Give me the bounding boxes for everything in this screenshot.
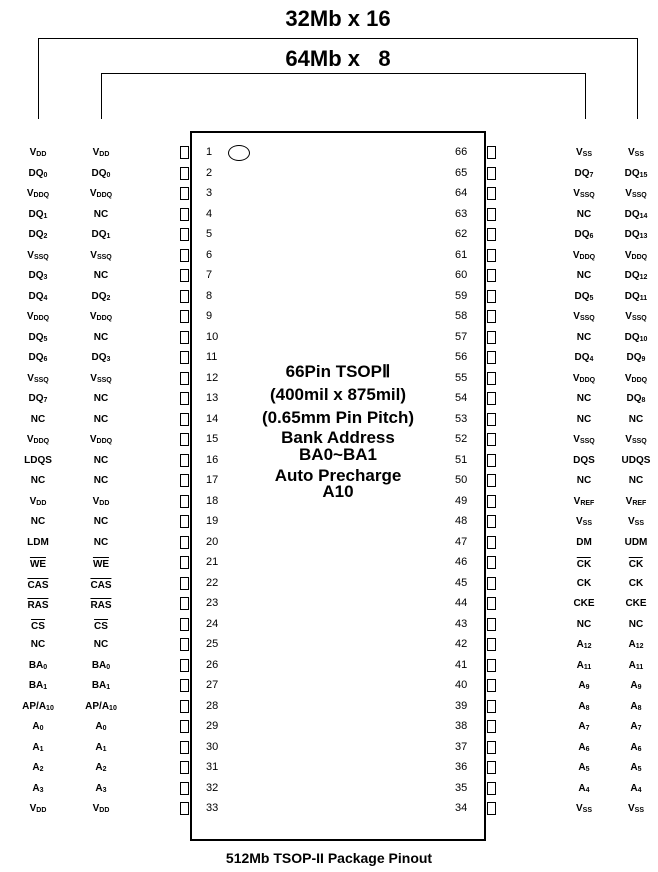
pin-signal-x16: $DQ_6$ xyxy=(28,352,48,363)
pin-signal-x8: $A_7$ xyxy=(578,721,590,732)
pin-number: 66 xyxy=(455,146,468,158)
pin-number: 57 xyxy=(455,330,468,343)
pin-18 xyxy=(180,495,189,508)
pin-51 xyxy=(487,454,496,467)
pin-number: 64 xyxy=(455,187,468,199)
pin-number: 32 xyxy=(206,781,219,794)
pin-signal-x8: NC xyxy=(93,331,109,343)
pin-number: 49 xyxy=(455,494,468,507)
pin-signal-x8: $V_{SS}$ xyxy=(575,803,593,814)
pin-signal-x8: $V_{SSQ}$ xyxy=(90,249,112,261)
pin-signal-x16: CK xyxy=(628,577,644,589)
pin-65 xyxy=(487,167,496,180)
pin-number: 51 xyxy=(455,453,468,466)
pin1-notch xyxy=(228,145,250,161)
pin-signal-x16: $V_{SSQ}$ xyxy=(625,188,647,199)
pin-number: 48 xyxy=(455,515,468,527)
pin-signal-x16: $V_{SSQ}$ xyxy=(27,372,49,384)
pin-31 xyxy=(180,761,189,774)
pin-signal-x8: CS xyxy=(94,620,108,632)
pin-29 xyxy=(180,720,189,733)
pin-signal-x8: $V_{SS}$ xyxy=(575,516,593,527)
pin-53 xyxy=(487,413,496,426)
pin-61 xyxy=(487,249,496,262)
pin-signal-x8: $DQ_4$ xyxy=(574,352,594,363)
pin-signal-x8: DM xyxy=(576,536,592,548)
pin-signal-x16: $V_{SS}$ xyxy=(627,803,645,814)
pin-signal-x16: $A_9$ xyxy=(630,680,642,691)
bank-address-title: Bank Address xyxy=(281,428,395,447)
pin-number: 18 xyxy=(206,494,219,507)
pin-37 xyxy=(487,741,496,754)
pin-signal-x8: $DQ_3$ xyxy=(91,352,111,363)
pin-signal-x8: $V_{DDQ}$ xyxy=(89,188,113,199)
pin-number: 63 xyxy=(455,207,468,220)
pin-number: 52 xyxy=(455,433,468,445)
pin-20 xyxy=(180,536,189,549)
pin-number: 24 xyxy=(206,617,219,630)
pin-4 xyxy=(180,208,189,221)
pin-49 xyxy=(487,495,496,508)
pin-number: 22 xyxy=(206,576,219,589)
pin-7 xyxy=(180,269,189,282)
pin-signal-x16: CKE xyxy=(625,598,647,609)
pin-48 xyxy=(487,515,496,528)
pin-1 xyxy=(180,146,189,159)
pin-number: 21 xyxy=(206,556,219,568)
pin-signal-x16: $DQ_5$ xyxy=(28,331,48,343)
pin-signal-x16: $DQ_{14}$ xyxy=(624,208,648,220)
pin-number: 39 xyxy=(455,699,468,712)
pin-number: 62 xyxy=(455,228,468,240)
pin-signal-x16: CAS xyxy=(27,579,49,591)
pin-signal-x16: $V_{SSQ}$ xyxy=(625,311,647,322)
pin-signal-x8: $V_{SSQ}$ xyxy=(573,434,595,445)
pin-signal-x16: $DQ_{13}$ xyxy=(624,229,648,240)
pin-number: 12 xyxy=(206,371,219,384)
pin-number: 19 xyxy=(206,515,219,527)
pin-21 xyxy=(180,556,189,569)
pin-number: 7 xyxy=(206,269,213,281)
pin-number: 34 xyxy=(455,802,468,814)
pin-signal-x8: $V_{DD}$ xyxy=(92,495,110,507)
pin-signal-x8: $A_2$ xyxy=(95,762,107,773)
pin-signal-x8: NC xyxy=(93,475,109,486)
pin-3 xyxy=(180,187,189,200)
pin-signal-x16: $A_0$ xyxy=(32,721,44,732)
pin-signal-x8: NC xyxy=(576,475,592,486)
pin-43 xyxy=(487,618,496,631)
pin-signal-x16: NC xyxy=(30,516,46,527)
pin-number: 9 xyxy=(206,310,213,322)
pin-signal-x16: $A_7$ xyxy=(630,721,642,732)
pin-signal-x8: $DQ_0$ xyxy=(91,167,111,179)
pin-signal-x8: $V_{DDQ}$ xyxy=(89,434,113,445)
pin-signal-x16: $DQ_3$ xyxy=(28,270,48,281)
pin-signal-x8: $A_3$ xyxy=(95,782,107,794)
pin-signal-x8: NC xyxy=(576,393,592,404)
pin-signal-x16: $BA_1$ xyxy=(28,680,48,691)
pin-28 xyxy=(180,700,189,713)
pin-signal-x8: $V_{DDQ}$ xyxy=(89,311,113,322)
pin-signal-x8: CK xyxy=(576,577,592,589)
pin-signal-x8: NC xyxy=(576,618,592,630)
pin-40 xyxy=(487,679,496,692)
pin-52 xyxy=(487,433,496,446)
auto-precharge-title: Auto Precharge xyxy=(274,466,402,485)
pin-signal-x16: NC xyxy=(628,475,644,486)
package-size: (400mil x 875mil) xyxy=(269,385,407,404)
pin-27 xyxy=(180,679,189,692)
pin-number: 17 xyxy=(206,474,219,486)
pin-number: 41 xyxy=(455,658,468,671)
pin-45 xyxy=(487,577,496,590)
pin-6 xyxy=(180,249,189,262)
pin-35 xyxy=(487,782,496,795)
pin-signal-x16: NC xyxy=(628,413,644,425)
pin-signal-x16: CS xyxy=(31,620,45,632)
pin-number: 40 xyxy=(455,679,468,691)
pin-signal-x16: $A_5$ xyxy=(630,762,642,773)
pin-number: 3 xyxy=(206,187,213,199)
pin-signal-x8: DQS xyxy=(573,454,595,466)
pin-signal-x8: WE xyxy=(92,559,110,570)
package-pitch: (0.65mm Pin Pitch) xyxy=(261,408,415,427)
package-title: 66Pin TSOPⅡ xyxy=(285,362,391,381)
pin-signal-x8: NC xyxy=(93,516,109,527)
pin-56 xyxy=(487,351,496,364)
bank-address-pins: BA0~BA1 xyxy=(299,445,377,464)
pin-signal-x8: $V_{DD}$ xyxy=(92,803,110,814)
pin-signal-x8: $V_{SSQ}$ xyxy=(90,372,112,384)
pin-number: 25 xyxy=(206,638,219,650)
pin-signal-x8: NC xyxy=(93,393,109,404)
pin-5 xyxy=(180,228,189,241)
pin-60 xyxy=(487,269,496,282)
pin-signal-x8: $DQ_1$ xyxy=(91,229,111,240)
pin-signal-x16: NC xyxy=(30,475,46,486)
figure-caption: 512Mb TSOP-II Package Pinout xyxy=(225,850,433,866)
pin-signal-x8: $BA_0$ xyxy=(91,659,111,671)
pin-9 xyxy=(180,310,189,323)
pin-signal-x8: $A_4$ xyxy=(578,782,590,794)
pin-30 xyxy=(180,741,189,754)
pin-signal-x16: $DQ_{11}$ xyxy=(624,290,648,302)
pin-signal-x8: $A_5$ xyxy=(578,762,590,773)
pin-15 xyxy=(180,433,189,446)
pin-number: 42 xyxy=(455,638,468,650)
pin-12 xyxy=(180,372,189,385)
pin-signal-x16: $V_{DD}$ xyxy=(29,147,47,158)
pin-10 xyxy=(180,331,189,344)
pin-signal-x8: $A_0$ xyxy=(95,721,107,732)
pin-number: 23 xyxy=(206,597,219,609)
pin-63 xyxy=(487,208,496,221)
pin-44 xyxy=(487,597,496,610)
pin-signal-x16: $A_3$ xyxy=(32,782,44,794)
pin-number: 65 xyxy=(455,166,468,179)
pin-signal-x8: $DQ_6$ xyxy=(574,229,594,240)
pin-signal-x16: $A_6$ xyxy=(630,741,642,753)
pin-signal-x8: NC xyxy=(576,413,592,425)
pin-number: 4 xyxy=(206,207,213,220)
auto-precharge-pin: A10 xyxy=(322,482,354,501)
pin-number: 16 xyxy=(206,453,219,466)
pin-signal-x16: $DQ_{10}$ xyxy=(624,331,648,343)
pin-19 xyxy=(180,515,189,528)
pin-signal-x16: $A_1$ xyxy=(32,741,44,753)
pin-number: 45 xyxy=(455,576,468,589)
pin-number: 28 xyxy=(206,699,219,712)
pin-signal-x16: $AP/A_{10}$ xyxy=(22,700,54,712)
pin-signal-x8: NC xyxy=(93,413,109,425)
pin-number: 59 xyxy=(455,289,468,302)
pin-number: 11 xyxy=(206,351,218,363)
pin-17 xyxy=(180,474,189,487)
pin-signal-x16: NC xyxy=(30,639,46,650)
pin-41 xyxy=(487,659,496,672)
pin-signal-x16: $DQ_{12}$ xyxy=(624,270,648,281)
pin-signal-x8: $DQ_5$ xyxy=(574,290,594,302)
pin-62 xyxy=(487,228,496,241)
pin-signal-x16: $V_{DD}$ xyxy=(29,803,47,814)
pin-signal-x16: $DQ_4$ xyxy=(28,290,48,302)
pin-signal-x8: NC xyxy=(93,208,109,220)
pin-number: 54 xyxy=(455,392,468,404)
pin-signal-x16: $V_{DD}$ xyxy=(29,495,47,507)
pin-number: 31 xyxy=(206,761,219,773)
pin-signal-x16: $V_{DDQ}$ xyxy=(26,311,50,322)
pin-signal-x8: $DQ_2$ xyxy=(91,290,111,302)
pin-number: 36 xyxy=(455,761,468,773)
pin-66 xyxy=(487,146,496,159)
pin-signal-x16: $V_{SSQ}$ xyxy=(27,249,49,261)
pin-signal-x8: $V_{SSQ}$ xyxy=(573,188,595,199)
pin-signal-x16: $DQ_0$ xyxy=(28,167,48,179)
pin-signal-x16: $V_{SS}$ xyxy=(627,516,645,527)
pin-signal-x16: $DQ_9$ xyxy=(626,352,646,363)
pin-signal-x16: $V_{SS}$ xyxy=(627,147,645,158)
pin-number: 47 xyxy=(455,535,468,548)
pin-number: 37 xyxy=(455,740,468,753)
pin-number: 44 xyxy=(455,597,468,609)
pin-11 xyxy=(180,351,189,364)
pin-signal-x16: NC xyxy=(30,413,46,425)
pin-number: 15 xyxy=(206,433,219,445)
pin-signal-x16: $A_4$ xyxy=(630,782,642,794)
pin-signal-x16: $DQ_8$ xyxy=(626,393,646,404)
pin-number: 58 xyxy=(455,310,468,322)
pin-signal-x8: $A_8$ xyxy=(578,700,590,712)
pin-number: 60 xyxy=(455,269,468,281)
pin-32 xyxy=(180,782,189,795)
pin-signal-x8: $A_1$ xyxy=(95,741,107,753)
pin-signal-x8: RAS xyxy=(90,600,112,611)
pin-58 xyxy=(487,310,496,323)
pin-number: 55 xyxy=(455,371,468,384)
pin-signal-x8: $V_{SSQ}$ xyxy=(573,311,595,322)
pin-14 xyxy=(180,413,189,426)
pin-55 xyxy=(487,372,496,385)
pin-signal-x8: $BA_1$ xyxy=(91,680,111,691)
pin-signal-x8: NC xyxy=(576,270,592,281)
pin-number: 50 xyxy=(455,474,468,486)
pin-number: 53 xyxy=(455,412,468,425)
pin-signal-x8: $V_{REF}$ xyxy=(573,495,595,507)
pin-24 xyxy=(180,618,189,631)
pin-signal-x16: LDM xyxy=(27,536,49,548)
pin-signal-x8: $V_{DDQ}$ xyxy=(572,249,596,261)
pin-number: 26 xyxy=(206,658,219,671)
pin-38 xyxy=(487,720,496,733)
pin-signal-x8: NC xyxy=(93,454,109,466)
pin-signal-x8: $DQ_7$ xyxy=(574,167,594,179)
pin-signal-x16: $DQ_{15}$ xyxy=(624,167,648,179)
pin-25 xyxy=(180,638,189,651)
pin-signal-x16: $DQ_2$ xyxy=(28,229,48,240)
pin-signal-x8: NC xyxy=(576,208,592,220)
pin-number: 30 xyxy=(206,740,219,753)
pin-number: 20 xyxy=(206,535,219,548)
pin-signal-x16: $A_{12}$ xyxy=(628,639,644,650)
pin-23 xyxy=(180,597,189,610)
pin-8 xyxy=(180,290,189,303)
pin-signal-x16: $V_{DDQ}$ xyxy=(26,434,50,445)
pin-signal-x16: LDQS xyxy=(24,454,52,466)
pin-number: 1 xyxy=(206,146,213,158)
pin-26 xyxy=(180,659,189,672)
pin-54 xyxy=(487,392,496,405)
pin-signal-x8: CKE xyxy=(573,598,595,609)
pin-number: 56 xyxy=(455,351,468,363)
pin-signal-x16: $A_{11}$ xyxy=(628,659,644,671)
pin-signal-x16: $DQ_7$ xyxy=(28,393,48,404)
pin-signal-x16: $A_2$ xyxy=(32,762,44,773)
pin-number: 29 xyxy=(206,720,219,732)
pin-22 xyxy=(180,577,189,590)
x16-header: 32Mb x 16 xyxy=(285,6,391,31)
pin-signal-x8: $A_{12}$ xyxy=(576,639,592,650)
pin-59 xyxy=(487,290,496,303)
pin-signal-x16: $V_{DDQ}$ xyxy=(624,372,648,384)
pin-signal-x16: WE xyxy=(29,559,47,570)
x8-bracket xyxy=(101,73,586,119)
pin-signal-x8: $AP/A_{10}$ xyxy=(85,700,117,712)
pin-number: 10 xyxy=(206,330,219,343)
x8-header: 64Mb x 8 xyxy=(285,46,391,71)
pin-50 xyxy=(487,474,496,487)
pin-number: 13 xyxy=(206,392,219,404)
pin-36 xyxy=(487,761,496,774)
pin-16 xyxy=(180,454,189,467)
pin-signal-x8: $V_{DDQ}$ xyxy=(572,372,596,384)
pin-33 xyxy=(180,802,189,815)
pin-signal-x16: $BA_0$ xyxy=(28,659,48,671)
pin-signal-x8: NC xyxy=(93,639,109,650)
pin-signal-x8: $A_9$ xyxy=(578,680,590,691)
pin-number: 46 xyxy=(455,556,468,568)
pin-signal-x8: CAS xyxy=(90,579,112,591)
pin-number: 43 xyxy=(455,617,468,630)
pin-signal-x16: UDM xyxy=(624,536,648,548)
pin-signal-x8: $A_{11}$ xyxy=(576,659,592,671)
pin-signal-x16: NC xyxy=(628,618,644,630)
pin-number: 5 xyxy=(206,228,213,240)
pin-signal-x8: NC xyxy=(93,536,109,548)
pin-number: 61 xyxy=(455,248,468,261)
pin-signal-x16: RAS xyxy=(27,600,49,611)
pin-signal-x8: NC xyxy=(93,270,109,281)
pin-signal-x16: CK xyxy=(628,559,644,570)
pin-number: 35 xyxy=(455,781,468,794)
pin-signal-x16: $V_{DDQ}$ xyxy=(26,188,50,199)
pin-64 xyxy=(487,187,496,200)
pin-signal-x8: NC xyxy=(576,331,592,343)
pin-signal-x16: $V_{REF}$ xyxy=(625,495,647,507)
pin-signal-x16: $DQ_1$ xyxy=(28,208,48,220)
pin-2 xyxy=(180,167,189,180)
pin-13 xyxy=(180,392,189,405)
pin-number: 33 xyxy=(206,802,219,814)
pin-39 xyxy=(487,700,496,713)
pin-signal-x16: $V_{SSQ}$ xyxy=(625,434,647,445)
pin-34 xyxy=(487,802,496,815)
pin-42 xyxy=(487,638,496,651)
pin-57 xyxy=(487,331,496,344)
pin-signal-x8: CK xyxy=(576,559,592,570)
pin-number: 2 xyxy=(206,166,213,179)
pin-signal-x16: UDQS xyxy=(621,454,651,466)
pin-number: 27 xyxy=(206,679,219,691)
pin-signal-x8: $V_{DD}$ xyxy=(92,147,110,158)
pin-number: 8 xyxy=(206,289,213,302)
pin-signal-x8: $A_6$ xyxy=(578,741,590,753)
pin-signal-x16: $V_{DDQ}$ xyxy=(624,249,648,261)
pin-number: 38 xyxy=(455,720,468,732)
pin-46 xyxy=(487,556,496,569)
pin-number: 14 xyxy=(206,412,219,425)
pin-47 xyxy=(487,536,496,549)
pin-signal-x8: $V_{SS}$ xyxy=(575,147,593,158)
pin-number: 6 xyxy=(206,248,213,261)
pin-signal-x16: $A_8$ xyxy=(630,700,642,712)
